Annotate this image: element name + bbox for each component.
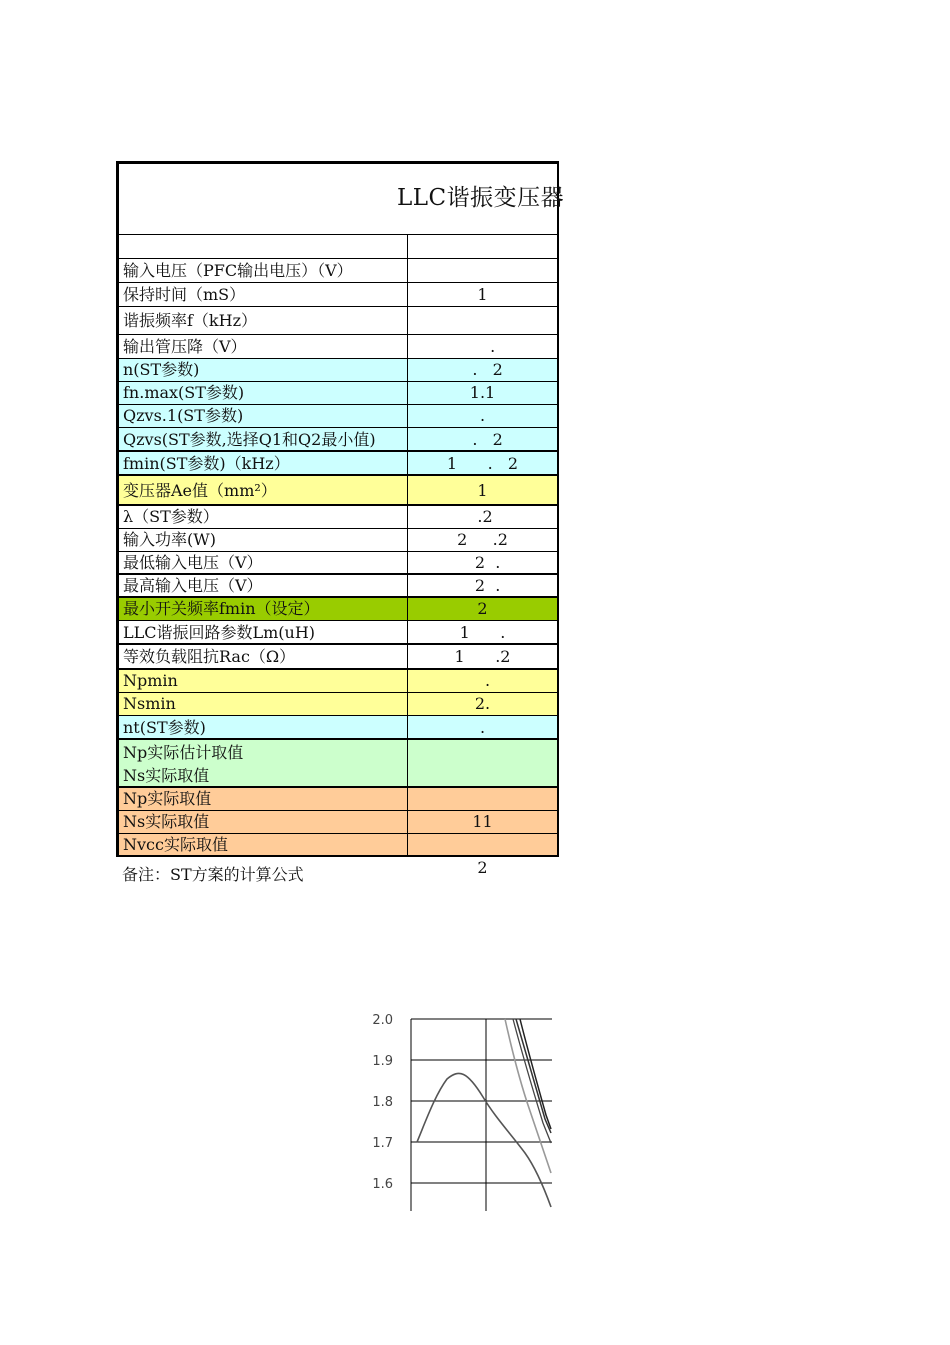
np-estimate-label: Np实际估计取值	[123, 743, 244, 762]
table-row[interactable]	[119, 359, 557, 382]
table-row[interactable]	[119, 834, 557, 857]
sheet-title: LLC谐振变压器	[397, 185, 565, 211]
table-row[interactable]	[119, 307, 557, 335]
row-value[interactable]: 1 .	[459, 623, 506, 642]
row-label: Ns实际取值	[119, 811, 408, 833]
table-row[interactable]	[119, 575, 557, 598]
row-value[interactable]: 11	[472, 812, 493, 831]
estimated-turns-labels	[119, 740, 408, 786]
row-label: fmin(ST参数)（kHz）	[119, 452, 408, 474]
series-curve-dark-b	[520, 1019, 551, 1129]
table-row[interactable]	[119, 552, 557, 575]
row-value[interactable]: .2	[472, 507, 493, 526]
footnote: 备注：ST方案的计算公式	[122, 865, 304, 884]
row-value[interactable]	[408, 235, 557, 258]
table-row[interactable]	[119, 283, 557, 307]
row-label: Nsmin	[119, 693, 408, 715]
row-value[interactable]: 2 .	[464, 576, 501, 595]
row-value[interactable]: 2 .	[464, 553, 501, 572]
table-row[interactable]	[119, 452, 557, 476]
row-value[interactable]: 2.	[474, 694, 491, 713]
ns-estimate-label: Ns实际取值	[123, 766, 210, 785]
row-label: LLC谐振回路参数Lm(uH)	[119, 621, 408, 643]
row-label: 最小开关频率fmin（设定）	[119, 598, 408, 620]
row-value[interactable]	[408, 259, 557, 282]
row-value[interactable]	[408, 834, 557, 855]
y-tick-label: 2.0	[372, 1013, 393, 1028]
table-row[interactable]	[119, 335, 557, 359]
table-row[interactable]	[119, 428, 557, 452]
row-label: 最高输入电压（V）	[119, 575, 408, 596]
sheet-title-row	[119, 164, 565, 235]
table-row[interactable]	[119, 621, 557, 645]
table-row[interactable]	[119, 811, 557, 834]
row-label: 最低输入电压（V）	[119, 552, 408, 573]
row-label: Qzvs.1(ST参数)	[119, 405, 408, 427]
row-label	[119, 235, 408, 258]
table-row[interactable]	[119, 788, 557, 811]
table-row[interactable]	[119, 259, 557, 283]
table-row[interactable]	[119, 529, 557, 552]
row-value[interactable]: .	[479, 406, 486, 425]
row-label: 保持时间（mS）	[119, 283, 408, 306]
table-row[interactable]	[119, 670, 557, 693]
row-label: fn.max(ST参数)	[119, 382, 408, 404]
y-axis-ticks	[372, 1013, 393, 1192]
frequency-chart	[355, 1005, 555, 1215]
row-label: Npmin	[119, 670, 408, 692]
row-value[interactable]	[408, 307, 557, 334]
series-curve-arc	[417, 1073, 551, 1207]
table-row[interactable]	[119, 693, 557, 716]
row-value[interactable]: 1	[477, 285, 488, 304]
table-row[interactable]	[119, 235, 557, 259]
row-value[interactable]: 1	[477, 481, 488, 500]
row-label: n(ST参数)	[119, 359, 408, 381]
row-value[interactable]: 1 . 2	[446, 454, 519, 473]
table-row[interactable]	[119, 598, 557, 621]
row-value[interactable]	[408, 788, 557, 810]
row-value[interactable]: . 2	[462, 360, 503, 379]
y-tick-label: 1.9	[372, 1054, 393, 1069]
table-row[interactable]	[119, 645, 557, 670]
table-row[interactable]	[119, 716, 557, 740]
ns-estimate-value: 2	[477, 858, 488, 877]
final-turns-rows	[119, 788, 557, 857]
row-label: Qzvs(ST参数,选择Q1和Q2最小值)	[119, 428, 408, 450]
table-row[interactable]	[119, 506, 557, 529]
table-row[interactable]	[119, 405, 557, 428]
row-value[interactable]: 1.1	[469, 383, 496, 402]
row-label: λ（ST参数）	[119, 506, 408, 528]
series-curve-gray	[505, 1019, 551, 1173]
y-tick-label: 1.7	[372, 1136, 393, 1151]
row-value[interactable]: .	[469, 337, 496, 356]
row-value[interactable]: . 2	[462, 430, 503, 449]
row-label: nt(ST参数)	[119, 716, 408, 738]
row-label: 输出管压降（V）	[119, 335, 408, 358]
row-value[interactable]: 2	[477, 599, 488, 618]
row-value[interactable]: 2 .2	[457, 530, 508, 549]
row-value[interactable]: .	[474, 671, 491, 690]
row-label: 等效负载阻抗Rac（Ω）	[119, 645, 408, 668]
series-curve-dark-c	[513, 1019, 551, 1143]
row-label: 输入电压（PFC输出电压）（V）	[119, 259, 408, 282]
table-row[interactable]	[119, 476, 557, 506]
row-value[interactable]: .	[479, 718, 486, 737]
y-tick-label: 1.8	[372, 1095, 393, 1110]
row-label: 输入功率(W)	[119, 529, 408, 551]
table-row[interactable]	[119, 382, 557, 405]
row-label: Nvcc实际取值	[119, 834, 408, 855]
row-value[interactable]: 1 .2	[454, 647, 511, 666]
row-label: 变压器Ae值（mm²）	[119, 476, 408, 504]
y-tick-label: 1.6	[372, 1177, 393, 1192]
row-label: Np实际取值	[119, 788, 408, 810]
row-label: 谐振频率f（kHz）	[119, 307, 408, 334]
parameter-rows	[119, 235, 557, 740]
